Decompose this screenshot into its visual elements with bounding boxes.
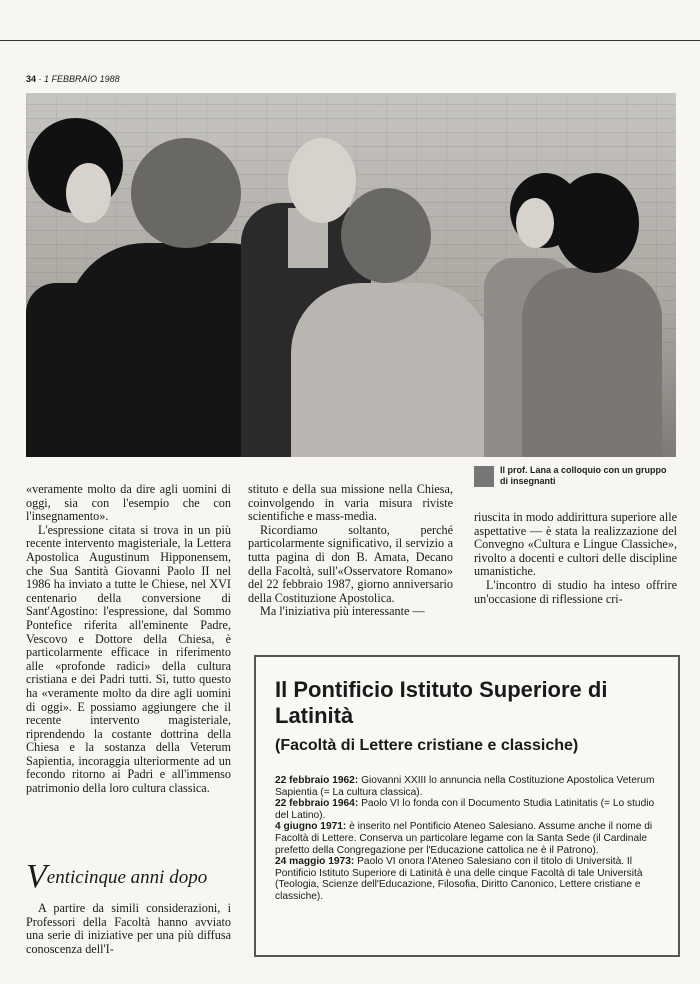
article-column-2 bbox=[248, 483, 453, 619]
paragraph: riuscita in modo addirittura superiore alle aspettative — è stata la realizzazione del Convegno «Cultura e Lingue Classiche», rivolto a docenti e cultori delle discipline umanistiche. bbox=[474, 510, 677, 579]
article-column-1 bbox=[26, 483, 231, 796]
box-title: Il Pontificio Istituto Superiore di Latinità bbox=[275, 677, 608, 728]
timeline-text: Paolo VI lo fonda con il Documento Studia Latinitatis (= Lo studio del Latino). bbox=[275, 798, 655, 821]
article-column-1-continued bbox=[26, 902, 231, 956]
header-separator: · bbox=[38, 74, 42, 84]
timeline-entry bbox=[275, 775, 668, 798]
sidebar-box bbox=[254, 655, 680, 957]
timeline-date: 24 maggio 1973: bbox=[275, 856, 355, 868]
caption-text: Il prof. Lana a colloquio con un gruppo di insegnanti bbox=[500, 465, 667, 486]
photo-caption bbox=[474, 465, 674, 487]
timeline-text: Paolo VI onora l'Ateneo Salesiano con il titolo di Università. Il Pontificio Istituto Superiore di Latinità è una delle cinque Facoltà di tale Università (Teologia, Scienze dell'Educazione, Filosofia, Diritto Canonico, Lettere cristiane e classiche). bbox=[275, 856, 643, 902]
paragraph: Ricordiamo soltanto, perché particolarmente significativo, il servizio a tutta pagina di don B. Amata, Decano della Facoltà, sull'«Osservatore Romano» del 22 febbraio 1987, giorno anniversario della Costituzione Apostolica. bbox=[248, 522, 453, 605]
timeline-date: 22 febbraio 1962: bbox=[275, 775, 359, 786]
timeline-text: è inserito nel Pontificio Ateneo Salesiano. Assume anche il nome di Facoltà di Lettere. Conserva un particolare legame con la Santa Sede (il Cardinale prefetto della Congregazione per l'Educazione cattolica ne è il Patrono). bbox=[275, 821, 653, 856]
subheading-initial: V bbox=[26, 858, 47, 895]
timeline-entry bbox=[275, 821, 668, 856]
box-timeline bbox=[275, 775, 668, 903]
paragraph: Ma l'iniziativa più interessante — bbox=[260, 604, 425, 619]
section-subheading bbox=[26, 858, 236, 896]
timeline-text: Giovanni XXIII lo annuncia nella Costituzione Apostolica Veterum Sapientia (= La cultura classica). bbox=[275, 775, 655, 798]
paragraph: L'incontro di studio ha inteso offrire un'occasione di riflessione cri- bbox=[474, 577, 677, 606]
page-header bbox=[26, 74, 120, 84]
page-number: 34 bbox=[26, 74, 37, 84]
article-column-3 bbox=[474, 511, 677, 606]
top-rule bbox=[0, 40, 700, 41]
paragraph: A partire da simili considerazioni, i Professori della Facoltà hanno avviato una serie di iniziative per una più diffusa conoscenza dell'I- bbox=[26, 901, 231, 956]
subheading-rest: enticinque anni dopo bbox=[46, 867, 208, 888]
timeline-date: 4 giugno 1971: bbox=[275, 821, 347, 833]
issue-date: 1 FEBBRAIO 1988 bbox=[44, 74, 120, 84]
caption-marker bbox=[474, 466, 494, 487]
paragraph: stituto e della sua missione nella Chiesa, coinvolgendo in varia misura riviste scientifiche e mass-media. bbox=[248, 482, 453, 524]
box-subtitle: (Facoltà di Lettere cristiane e classiche) bbox=[275, 737, 579, 754]
paragraph: L'espressione citata si trova in un più recente intervento magisteriale, la Lettera Apostolica Augustinum Hipponensem, che Sua Santità Giovanni Paolo II nel 1986 ha inviato a tutte le Chiese, nel XVI centenario della conversione di Sant'Agostino: l'espressione, dal Sommo Pontefice riferita all'eminente Padre, Vescovo e Dottore della Chiesa, è particolarmente efficace in riferimento alle «profonde radici» della cultura cristiana e dei Padri tutti. Sì, tutto questo ha «veramente molto da dire agli uomini di oggi». E possiamo aggiungere che il recente intervento magisteriale, riprendendo la costante dottrina della Chiesa e la sostanza della Veterum Sapientia, incoraggia ulteriormente ad un fecondo ritorno ai Padri e all'immenso patrimonio della loro cultura classica. bbox=[26, 522, 231, 796]
photo-group-of-teachers bbox=[26, 93, 676, 457]
timeline-entry bbox=[275, 856, 668, 902]
timeline-entry bbox=[275, 798, 668, 821]
paragraph: «veramente molto da dire agli uomini di oggi, sia con l'esempio che con l'insegnamento». bbox=[26, 482, 231, 524]
timeline-date: 22 febbraio 1964: bbox=[275, 798, 359, 810]
